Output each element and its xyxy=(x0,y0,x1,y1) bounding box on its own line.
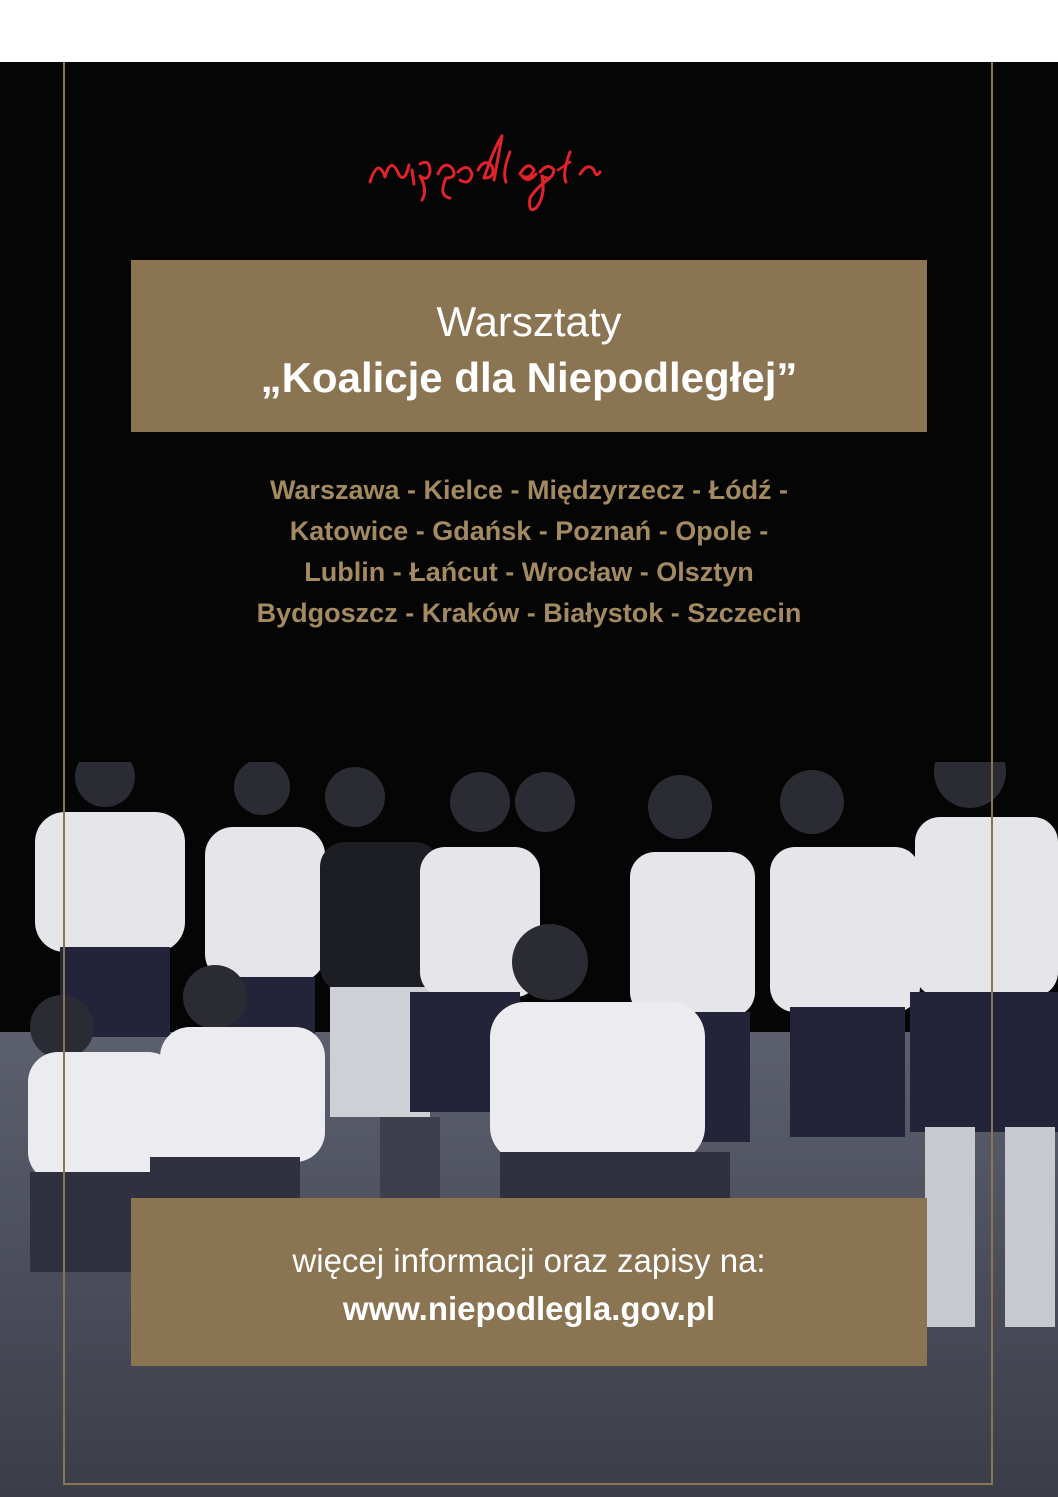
city-line: Katowice - Gdańsk - Poznań - Opole - xyxy=(289,516,769,546)
info-banner xyxy=(131,1198,927,1366)
website-link[interactable]: www.niepodlegla.gov.pl xyxy=(342,1290,716,1327)
city-list xyxy=(131,470,927,634)
city-line: Lublin - Łańcut - Wrocław - Olsztyn xyxy=(304,557,754,587)
title-line-workshops: Warsztaty xyxy=(436,298,622,345)
niepodlegla-logo xyxy=(360,112,700,212)
team-photo xyxy=(0,702,1058,1497)
poster xyxy=(0,62,1058,1497)
city-line: Bydgoszcz - Kraków - Białystok - Szczecin xyxy=(256,598,802,628)
title-line-coalitions: „Koalicje dla Niepodległej” xyxy=(260,354,798,401)
city-line: Warszawa - Kielce - Międzyrzecz - Łódź - xyxy=(269,475,789,505)
title-banner xyxy=(131,260,927,432)
info-text: więcej informacji oraz zapisy na: xyxy=(292,1242,766,1279)
